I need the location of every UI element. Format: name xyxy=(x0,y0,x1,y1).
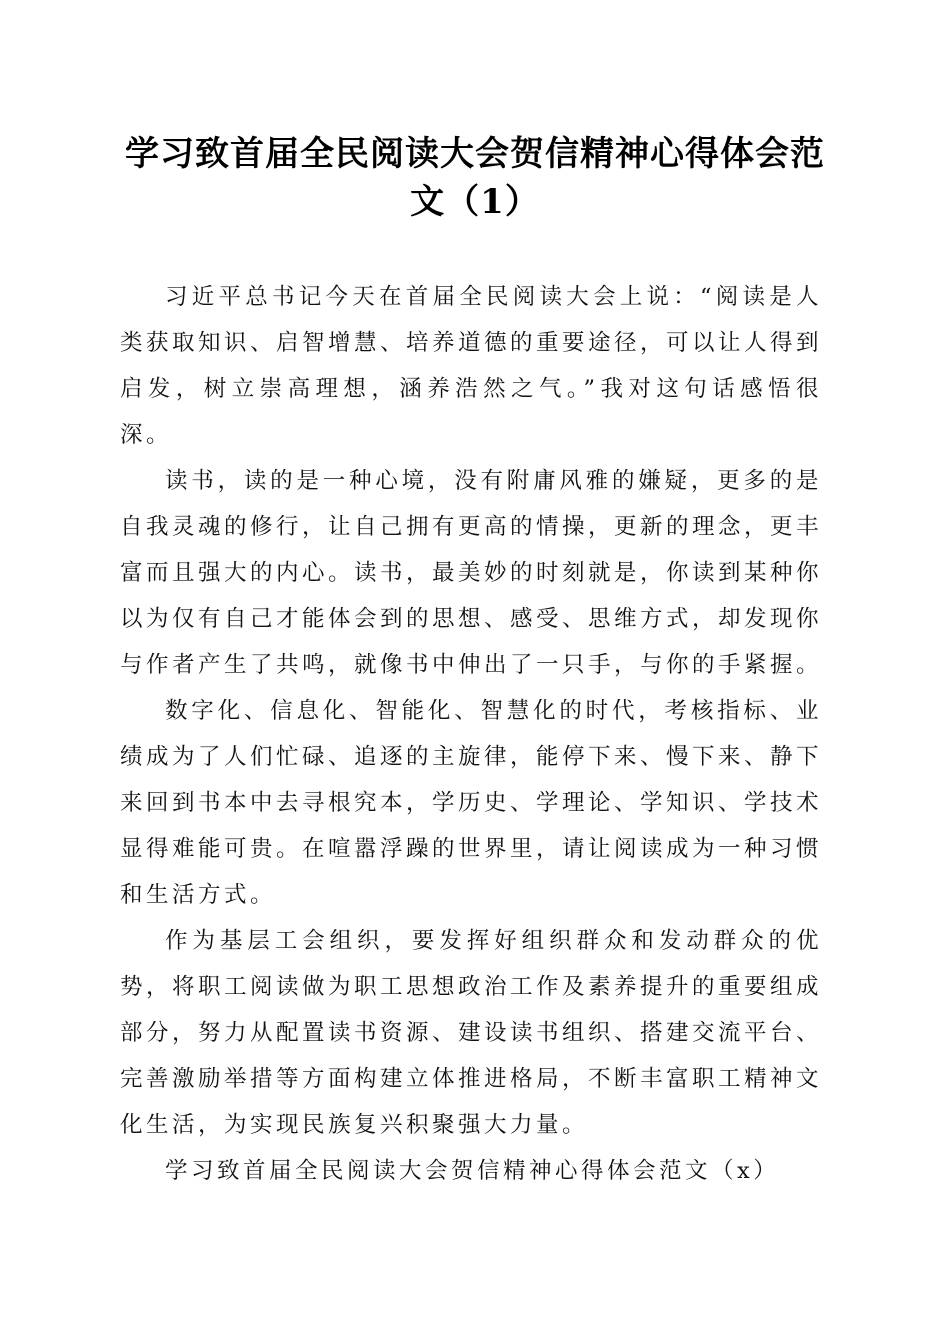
document-title: 学习致首届全民阅读大会贺信精神心得体会范文（1） xyxy=(125,134,825,222)
paragraph-3: 数字化、信息化、智能化、智慧化的时代，考核指标、业绩成为了人们忙碌、追逐的主旋律，能停下来、慢下来、静下来回到书本中去寻根究本，学历史、学理论、学知识、学技术显得难能可贵。在喧嚣浮躁的世界里，请让阅读成为一种习惯和生活方式。 xyxy=(120,698,823,908)
paragraph-5: 学习致首届全民阅读大会贺信精神心得体会范文（x） xyxy=(165,1158,780,1184)
paragraph-2: 读书，读的是一种心境，没有附庸风雅的嫌疑，更多的是自我灵魂的修行，让自己拥有更高的情操，更新的理念，更丰富而且强大的内心。读书，最美妙的时刻就是，你读到某种你以为仅有自己才能体会到的思想、感受、思维方式，却发现你与作者产生了共鸣，就像书中伸出了一只手，与你的手紧握。 xyxy=(120,468,823,678)
paragraph-4: 作为基层工会组织，要发挥好组织群众和发动群众的优势，将职工阅读做为职工思想政治工作及素养提升的重要组成部分，努力从配置读书资源、建设读书组织、搭建交流平台、完善激励举措等方面构建立体推进格局，不断丰富职工精神文化生活，为实现民族复兴积聚强大力量。 xyxy=(120,928,823,1138)
document-body xyxy=(120,274,822,1194)
paragraph-1: 习近平总书记今天在首届全民阅读大会上说：“阅读是人类获取知识、启智增慧、培养道德的重要途径，可以让人得到启发，树立崇高理想，涵养浩然之气。”我对这句话感悟很深。 xyxy=(120,284,823,448)
